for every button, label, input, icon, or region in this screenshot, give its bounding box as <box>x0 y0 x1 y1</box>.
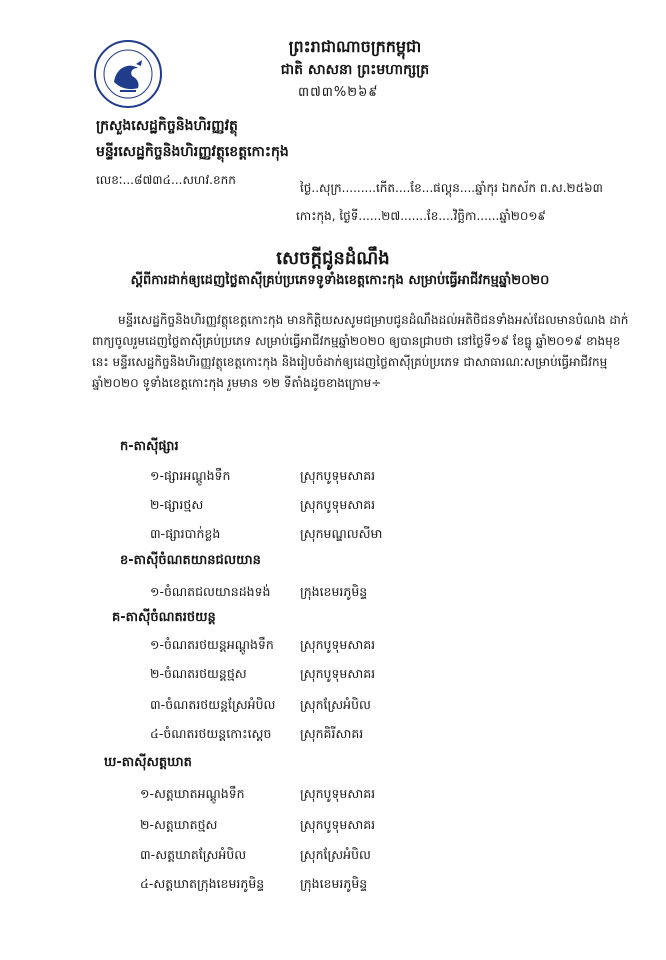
list-item-name: ១-ចំណតជលយានដងទង់ <box>150 584 271 599</box>
solar-date: កោះកុង, ថ្ងៃទី......២៧.......ខែ....វិច្ឆិកា......ឆ្នាំ២០១៩ <box>296 209 546 223</box>
list-item-name: ១-ចំណតរថយន្តអណ្តូងទឹក <box>150 637 274 652</box>
list-item-location: ក្រុងខេមរភូមិន្ទ <box>300 876 368 891</box>
notice-body: មន្ទីរសេដ្ឋកិច្ចនិងហិរញ្ញវត្ថុខេត្តកោះកុង មានកិត្តិយសសូមជម្រាបជូនដំណឹងដល់អតិថិជនទាំងអស់ដែលមានបំណង ដាក់ពាក្យចូលរួមដេញថ្លៃតាស៊ីគ្រប់ប្រភេទ សម្រាប់ធ្វើអាជីវកម្មឆ្នាំ២០២០ ឲ្យបានជ្រាបថា នៅថ្ងៃទី១៩ ខែធ្នូ ឆ្នាំ២០១៩ ខាងមុខនេះ មន្ទីរសេដ្ឋកិច្ចនិងហិរញ្ញវត្ថុខេត្តកោះកុង និងរៀបចំដាក់ឲ្យដេញថ្លៃតាស៊ីគ្រប់ប្រភេទ ជាសាធារណៈសម្រាប់ធ្វើអាជីវកម្មឆ្នាំ២០២០ ទូទាំងខេត្តកោះកុង រួមមាន ១២ ទីតាំងដូចខាងក្រោម÷ <box>92 313 629 390</box>
list-item-location: ស្រុកបូទុមសាគរ <box>300 468 376 483</box>
list-item-name: ២-ចំណតរថយន្តថ្មស <box>150 666 247 681</box>
ornament-divider: ៣៧៣%២៦៩ <box>298 85 379 100</box>
section-heading: ខ-តាស៊ីចំណតយានជលយាន <box>120 553 261 568</box>
list-item-name: ៣-សត្តឃាតស្រែអំបិល <box>140 847 247 862</box>
list-item-location: ស្រុកស្រែអំបិល <box>300 697 371 712</box>
ministry-name: ក្រសួងសេដ្ឋកិច្ចនិងហិរញ្ញវត្ថុ <box>96 118 238 134</box>
section-heading: ឃ-តាស៊ីសត្តឃាត <box>104 755 192 770</box>
department-name: មន្ទីរសេដ្ឋកិច្ចនិងហិរញ្ញវត្ថុខេត្តកោះកុង <box>96 144 289 160</box>
list-item-name: ១-សត្តឃាតអណ្តូងទឹក <box>140 786 245 801</box>
list-item-location: ស្រុកបូទុមសាគរ <box>300 497 376 512</box>
list-item-name: ២-សត្តឃាតថ្មស <box>140 817 218 832</box>
national-motto: ជាតិ សាសនា ព្រះមហាក្សត្រ <box>280 62 430 78</box>
list-item-location: ស្រុកស្រែអំបិល <box>300 847 371 862</box>
list-item-location: ស្រុកបូទុមសាគរ <box>300 637 376 652</box>
list-item-location: ស្រុកមណ្ឌលសីមា <box>300 526 383 541</box>
notice-title: សេចក្តីជូនដំណឹង <box>276 248 390 269</box>
list-item-name: ៣-ផ្សារបាក់ខ្លង <box>150 526 221 541</box>
list-item-name: ១-ផ្សារអណ្តូងទឹក <box>150 468 231 483</box>
section-heading: គ-តាស៊ីចំណតរថយន្ត <box>112 610 216 625</box>
list-item-name: ៤-សត្តឃាតក្រុងខេមរភូមិន្ទ <box>140 876 265 891</box>
list-item-location: ក្រុងខេមរភូមិន្ទ <box>300 584 368 599</box>
notice-subtitle: ស្តីពីការដាក់ឲ្យដេញថ្លៃតាស៊ីគ្រប់ប្រភេទទូទាំងខេត្តកោះកុង សម្រាប់ធ្វើអាជីវកម្មឆ្នាំ២០២០ <box>130 273 550 288</box>
ministry-seal-icon <box>92 38 164 110</box>
list-item-location: ស្រុកបូទុមសាគរ <box>300 817 376 832</box>
list-item-location: ស្រុកគិរីសាគរ <box>300 726 364 741</box>
list-item-name: ៤-ចំណតរថយន្តកោះស្ដេច <box>150 726 272 741</box>
list-item-name: ៣-ចំណតរថយន្តស្រែអំបិល <box>150 697 276 712</box>
kingdom-heading: ព្រះរាជាណាចក្រកម្ពុជា <box>288 37 422 56</box>
reference-number: លេខៈ...៨៧៣៤...សហវ.ខកក <box>96 173 236 187</box>
lunar-date: ថ្ងៃ..សុក្រ.........កើត....ខែ...ផល្គុន....ឆ្នាំកុរ ឯកស័ក ព.ស.២៥៦៣ <box>300 181 603 195</box>
section-heading: ក-តាស៊ីផ្សារ <box>120 439 179 454</box>
list-item-location: ស្រុកបូទុមសាគរ <box>300 786 376 801</box>
list-item-name: ២-ផ្សារថ្មស <box>150 497 204 512</box>
list-item-location: ស្រុកបូទុមសាគរ <box>300 666 376 681</box>
